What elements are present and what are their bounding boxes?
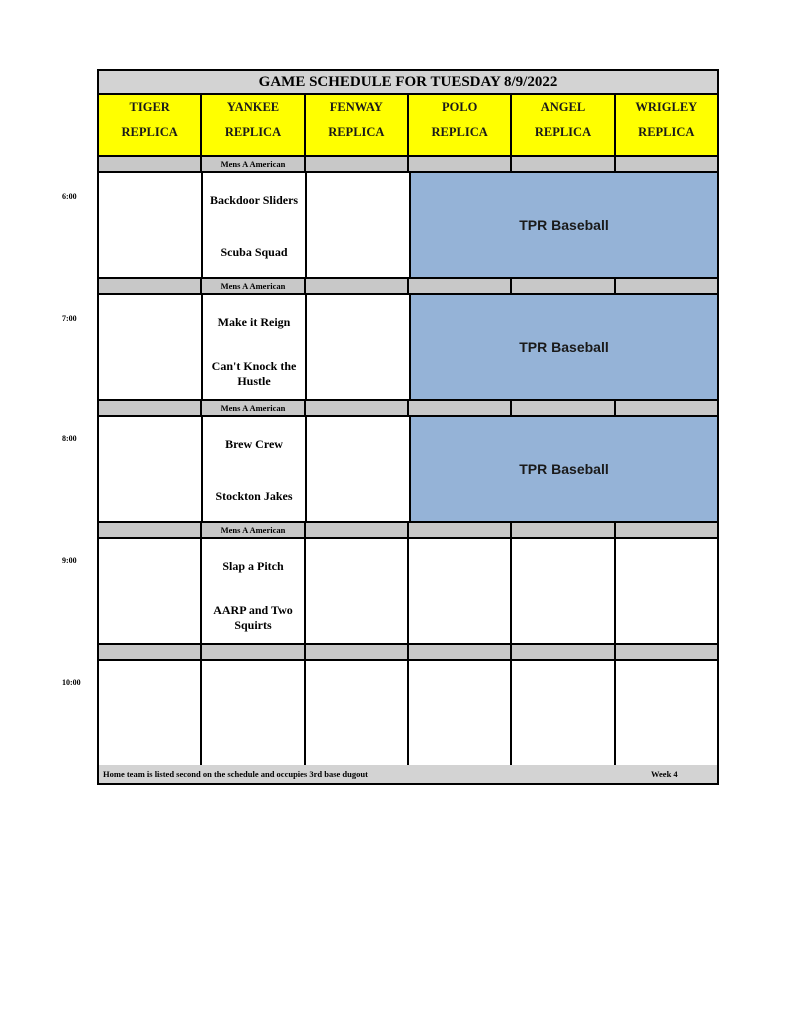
- time-slot-row: [99, 539, 717, 645]
- division-row: [99, 523, 717, 539]
- team-name: Slap a Pitch: [222, 559, 284, 573]
- division-row: [99, 157, 717, 173]
- game-cell: [203, 417, 307, 521]
- division-label: Mens A American: [202, 401, 305, 415]
- time-slot-row: [99, 173, 717, 279]
- division-label: Mens A American: [202, 279, 305, 293]
- team-name: Backdoor Sliders: [209, 193, 299, 207]
- time-slot-row: [99, 295, 717, 401]
- schedule-footer: [99, 765, 717, 783]
- reserved-block: TPR Baseball: [411, 173, 717, 277]
- division-row: [99, 279, 717, 295]
- field-wrigley: WRIGLEY REPLICA: [616, 95, 717, 155]
- team-name: Stockton Jakes: [215, 489, 293, 503]
- field-polo: POLO REPLICA: [409, 95, 512, 155]
- time-label-10: 10:00: [62, 678, 81, 687]
- game-cell: [203, 295, 307, 399]
- time-label-6: 6:00: [62, 192, 77, 201]
- home-team-note: Home team is listed second on the schedule and occupies 3rd base dugout: [103, 769, 368, 779]
- team-name: Scuba Squad: [220, 245, 288, 259]
- time-label-7: 7:00: [62, 314, 77, 323]
- team-name: Make it Reign: [217, 315, 291, 329]
- field-tiger: TIGER REPLICA: [99, 95, 202, 155]
- week-label: Week 4: [651, 769, 678, 779]
- team-name: AARP and Two Squirts: [213, 603, 293, 632]
- schedule-sheet: [97, 69, 719, 785]
- division-label: Mens A American: [202, 157, 305, 171]
- time-label-9: 9:00: [62, 556, 77, 565]
- field-yankee: YANKEE REPLICA: [202, 95, 305, 155]
- reserved-block: TPR Baseball: [411, 295, 717, 399]
- game-cell: [203, 173, 307, 277]
- field-fenway: FENWAY REPLICA: [306, 95, 409, 155]
- team-name: Can't Knock the Hustle: [211, 359, 297, 388]
- time-label-8: 8:00: [62, 434, 77, 443]
- schedule-title: GAME SCHEDULE FOR TUESDAY 8/9/2022: [99, 71, 717, 95]
- team-name: Brew Crew: [225, 437, 283, 451]
- reserved-block: TPR Baseball: [411, 417, 717, 521]
- division-row: [99, 401, 717, 417]
- division-label: [202, 645, 305, 659]
- field-angel: ANGEL REPLICA: [512, 95, 615, 155]
- field-header-row: [99, 95, 717, 157]
- time-slot-row: [99, 661, 717, 767]
- time-slot-row: [99, 417, 717, 523]
- division-row: [99, 645, 717, 661]
- game-cell: [202, 539, 305, 643]
- division-label: Mens A American: [202, 523, 305, 537]
